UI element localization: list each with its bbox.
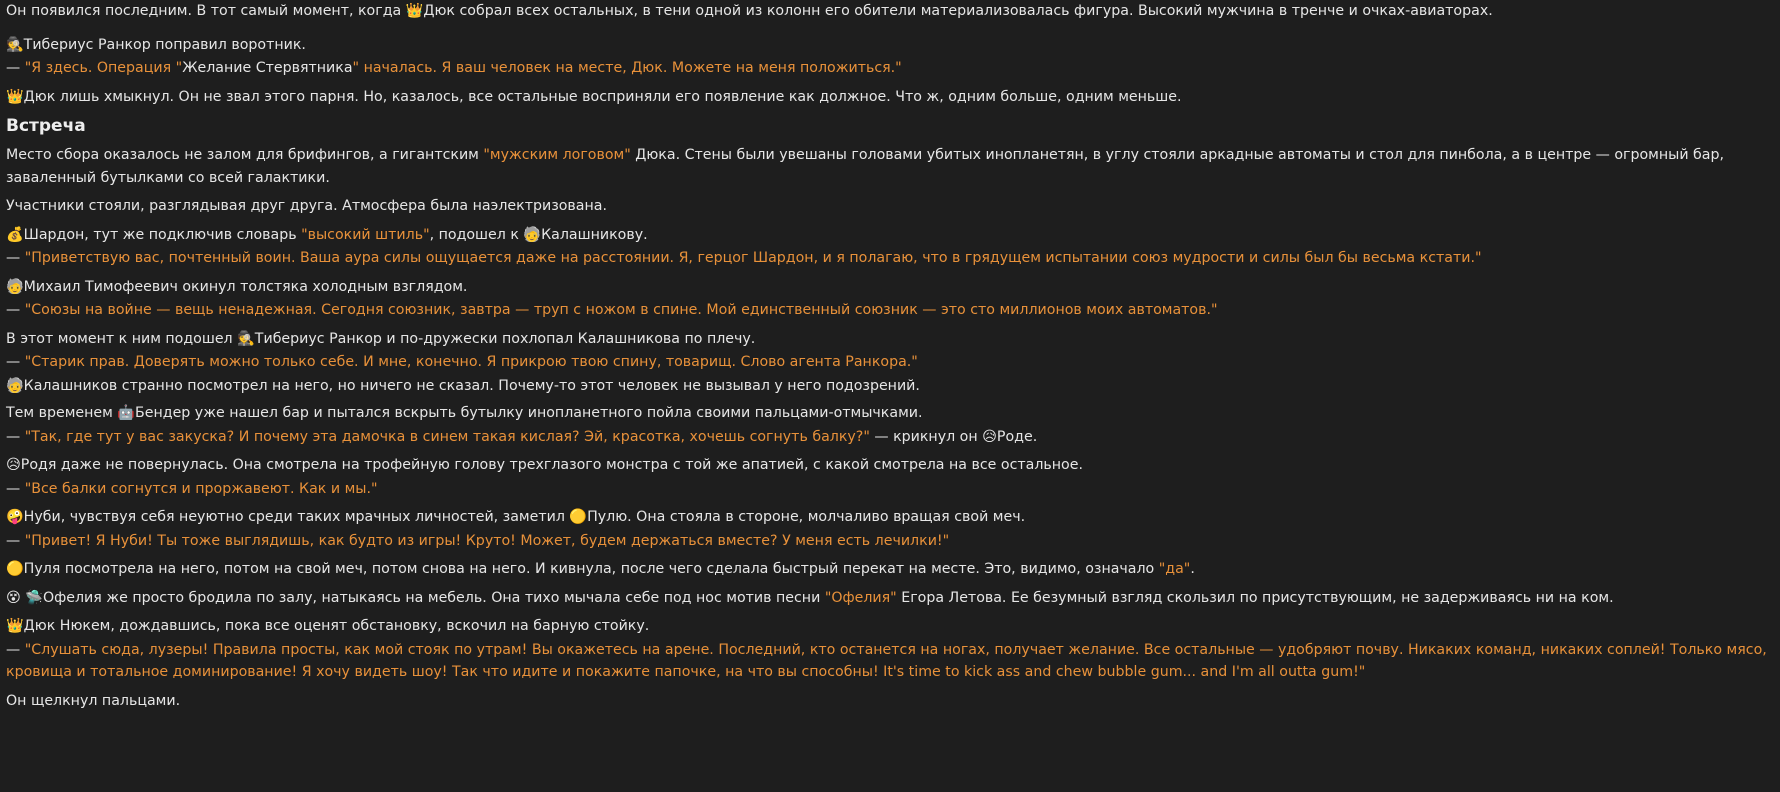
text: — крикнул он 😥Роде. <box>869 428 1038 445</box>
paragraph-4: 👑Дюк лишь хмыкнул. Он не звал этого парня. Но, казалось, все остальные восприняли его появление как должное. Что ж, одним больше, одним меньше. <box>6 88 1182 105</box>
dash: — <box>6 480 25 497</box>
paragraph-8 <box>6 247 1774 270</box>
paragraph-23 <box>6 639 1774 684</box>
paragraph-18: 🤪Нуби, чувствуя себя неуютно среди таких мрачных личностей, заметил 🟡Пулю. Она стояла в стороне, молчаливо вращая свой меч. <box>6 509 1026 525</box>
quote: "Привет! Я Нуби! Ты тоже выглядишь, как будто из игры! Круто! Может, будем держаться вместе? У меня есть лечилки!" <box>24 532 950 549</box>
section-heading: Встреча <box>6 116 86 136</box>
dash: — <box>6 60 25 76</box>
paragraph-6: Участники стояли, разглядывая друг друга. Атмосфера была наэлектризована. <box>6 198 607 214</box>
quote: "да" <box>1158 561 1191 577</box>
dash: — <box>6 428 25 445</box>
paragraph-20 <box>6 558 1774 581</box>
text: 🟡Пуля посмотрела на него, потом на свой меч, потом снова на него. И кивнула, после чего сделала быстрый перекат на месте. Это, видимо, означало <box>6 561 1159 577</box>
paragraph-15 <box>6 426 1774 449</box>
paragraph-11: В этот момент к ним подошел 🕵️Тибериус Ранкор и по-дружески похлопал Калашникова по плечу. <box>6 330 756 347</box>
paragraph-19 <box>6 530 1774 553</box>
quote: "Приветствую вас, почтенный воин. Ваша аура силы ощущается даже на расстоянии. Я, герцог Шардон, и я полагаю, что в грядущем испытании союз мудрости и силы был бы весьма кстати." <box>24 250 1482 266</box>
paragraph-2: 🕵️Тибериус Ранкор поправил воротник. <box>6 36 306 53</box>
paragraph-1: Он появился последним. В тот самый момент, когда 👑Дюк собрал всех остальных, в тени одной из колонн его обители материализовалась фигура. Высокий мужчина в тренче и очках-авиаторах. <box>6 3 1493 19</box>
quote: " началась. Я ваш человек на месте, Дюк. Можете на меня положиться." <box>352 60 902 76</box>
paragraph-17 <box>6 478 1774 501</box>
paragraph-13: 🧓Калашников странно посмотрел на него, но ничего не сказал. Почему-то этот человек не вызывал у него подозрений. <box>6 377 920 394</box>
dash: — <box>6 302 25 318</box>
dash: — <box>6 250 25 266</box>
paragraph-7 <box>6 224 1774 247</box>
quote: "Так, где тут у вас закуска? И почему эта дамочка в синем такая кислая? Эй, красотка, хочешь согнуть балку?" <box>24 428 870 445</box>
operation-name: Желание Стервятника <box>182 60 353 76</box>
text: , подошел к 🧓Калашникову. <box>429 226 648 243</box>
paragraph-22: 👑Дюк Нюкем, дождавшись, пока все оценят обстановку, вскочил на барную стойку. <box>6 618 650 634</box>
quote: "Союзы на войне — вещь ненадежная. Сегодня союзник, завтра — труп с ножом в спине. Мой единственный союзник — это сто миллионов моих автоматов." <box>24 302 1218 318</box>
paragraph-3 <box>6 57 1774 80</box>
quote: "мужским логовом" <box>483 147 631 163</box>
text: Дюка. Стены были увешаны головами убитых инопланетян, в углу стояли аркадные автоматы и стол для пинбола, а в центре — огромный бар, заваленный бутылками со всей галактики. <box>6 147 1725 186</box>
text: . <box>1190 561 1195 577</box>
paragraph-9: 🧓Михаил Тимофеевич окинул толстяка холодным взглядом. <box>6 278 468 295</box>
quote: "Все балки согнутся и проржавеют. Как и мы." <box>24 480 378 497</box>
text: 😵 🛸Офелия же просто бродила по залу, натыкаясь на мебель. Она тихо мычала себе под нос мотив песни <box>6 589 825 606</box>
dash: — <box>6 354 25 370</box>
quote: "Слушать сюда, лузеры! Правила просты, как мой стояк по утрам! Вы окажетесь на арене. Последний, кто останется на ногах, получает желание. Все остальные — удобряют почву. Никаких команд, никаких соплей! Только мясо, кровища и тотальное доминирование! Я хочу видеть шоу! Так что идите и покажите папочке, на что вы способны! It's time to kick ass and chew bubble gum... and I'm all outta gum!" <box>6 641 1767 680</box>
dash: — <box>6 641 25 658</box>
paragraph-12 <box>6 351 1774 374</box>
dash: — <box>6 532 25 549</box>
quote: "высокий штиль" <box>301 226 430 243</box>
paragraph-24: Он щелкнул пальцами. <box>6 692 181 709</box>
text: 💰Шардон, тут же подключив словарь <box>6 226 302 243</box>
paragraph-10 <box>6 299 1774 322</box>
quote: "Офелия" <box>824 589 897 606</box>
text: Место сбора оказалось не залом для брифингов, а гигантским <box>6 147 484 163</box>
paragraph-16: 😥Родя даже не повернулась. Она смотрела на трофейную голову трехглазого монстра с той же апатией, с какой смотрела на все остальное. <box>6 457 1083 473</box>
quote: "Старик прав. Доверять можно только себе. И мне, конечно. Я прикрою твою спину, товарищ. Слово агента Ранкора." <box>24 354 918 370</box>
text: Егора Летова. Ее безумный взгляд скользил по присутствующим, не задерживаясь ни на ком. <box>896 589 1614 606</box>
paragraph-21 <box>6 587 1774 610</box>
paragraph-5 <box>6 144 1774 189</box>
quote: "Я здесь. Операция " <box>24 60 183 76</box>
paragraph-14: Тем временем 🤖Бендер уже нашел бар и пытался вскрыть бутылку инопланетного пойла своими пальцами-отмычками. <box>6 405 923 421</box>
